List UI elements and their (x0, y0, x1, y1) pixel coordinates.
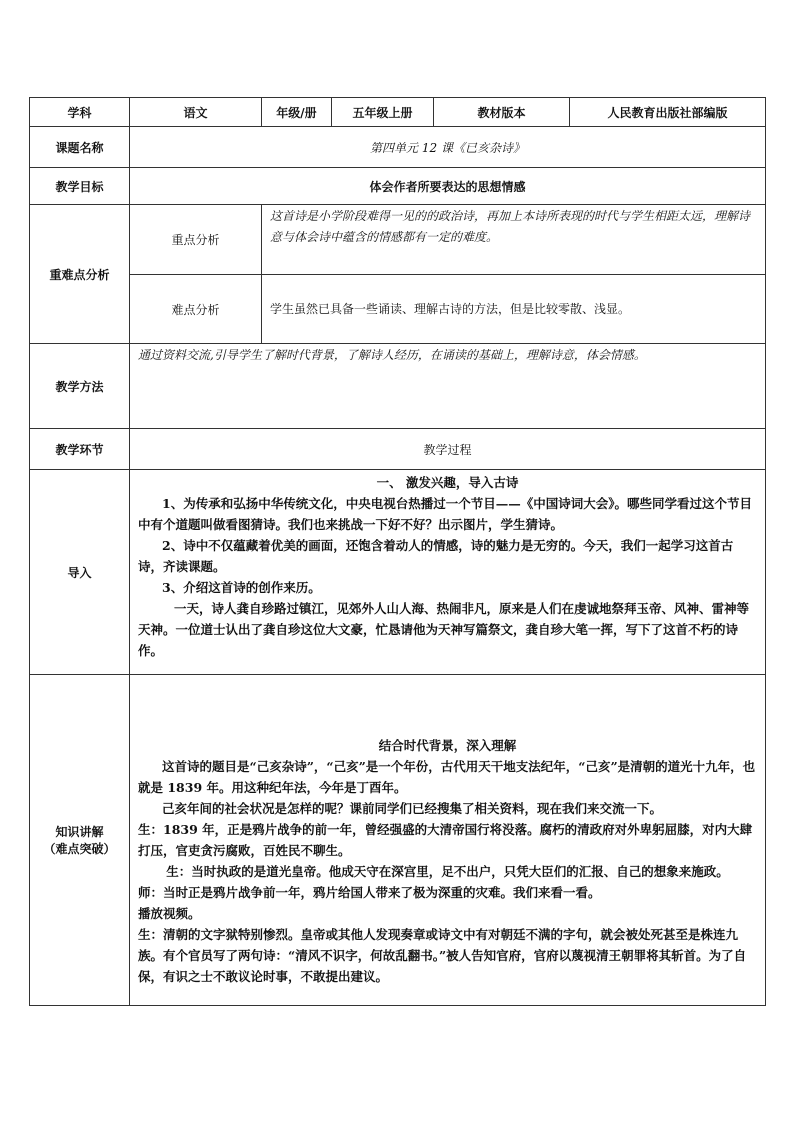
lesson-title: 第四单元 12 课《已亥杂诗》 (130, 127, 766, 168)
header-row (30, 98, 766, 127)
intro-label: 导入 (30, 470, 130, 675)
lesson-row (30, 127, 766, 168)
process-header-row (30, 429, 766, 470)
knowledge-paragraph-6: 播放视频。 (138, 906, 201, 921)
knowledge-heading: 结合时代背景，深入理解 (378, 738, 517, 753)
goal-label: 教学目标 (30, 168, 130, 205)
key-points-label: 重难点分析 (30, 205, 130, 344)
difficulty-row (30, 275, 766, 344)
intro-paragraph-1: 1、为传承和弘扬中华传统文化，中央电视台热播过一个节目——《中国诗词大会》。哪些同学看过这个节目中有个道题叫做看图猜诗。我们也来挑战一下好不好？出示图片，学生猜诗。 (138, 496, 752, 532)
goal-text: 体会作者所要表达的思想情感 (130, 168, 766, 205)
difficulty-label: 难点分析 (130, 275, 262, 344)
intro-content (130, 470, 766, 675)
process-title: 教学过程 (130, 429, 766, 470)
intro-paragraph-2: 2、诗中不仅蕴藏着优美的画面，还饱含着动人的情感，诗的魅力是无穷的。今天，我们一起学习这首古诗，齐读课题。 (138, 538, 734, 574)
lesson-plan-page (29, 97, 765, 1006)
subject-label: 学科 (30, 98, 130, 127)
lesson-plan-table (29, 97, 766, 1006)
goal-row (30, 168, 766, 205)
difficulty-text: 学生虽然已具备一些诵读、理解古诗的方法，但是比较零散、浅显。 (262, 275, 766, 344)
knowledge-paragraph-7: 生：清朝的文字狱特别惨烈。皇帝或其他人发现奏章或诗文中有对朝廷不满的字句，就会被处死甚至是株连九族。有个官员写了两句诗：“清风不识字，何故乱翻书。”被人告知官府，官府以蔑视清王朝罪将其斩首。为了自保，有识之士不敢议论时事，不敢提出建议。 (138, 927, 747, 984)
intro-paragraph-3: 3、介绍这首诗的创作来历。 (162, 580, 321, 595)
grade-label: 年级/册 (262, 98, 332, 127)
grade-value: 五年级上册 (332, 98, 434, 127)
knowledge-paragraph-2: 己亥年间的社会状况是怎样的呢？课前同学们已经搜集了相关资料，现在我们来交流一下。 (162, 801, 663, 816)
edition-label: 教材版本 (434, 98, 570, 127)
edition-value: 人民教育出版社部编版 (570, 98, 766, 127)
focus-text: 这首诗是小学阶段难得一见的的政治诗，再加上本诗所表现的时代与学生相距太远，理解诗意与体会诗中蕴含的情感都有一定的难度。 (262, 205, 766, 275)
knowledge-label: 知识讲解 (55, 825, 104, 839)
lesson-label: 课题名称 (30, 127, 130, 168)
intro-row (30, 470, 766, 675)
knowledge-paragraph-5: 师：当时正是鸦片战争前一年，鸦片给国人带来了极为深重的灾难。我们来看一看。 (138, 885, 601, 900)
knowledge-label-cell (30, 675, 130, 1006)
knowledge-paragraph-4: 生：当时执政的是道光皇帝。他成天守在深宫里，足不出户，只凭大臣们的汇报、自己的想象来施政。 (166, 864, 729, 879)
method-text: 通过资料交流,引导学生了解时代背景，了解诗人经历，在诵读的基础上，理解诗意，体会情感。 (130, 344, 766, 429)
knowledge-paragraph-1: 这首诗的题目是“己亥杂诗”，“己亥”是一个年份，古代用天干地支法纪年，“己亥”是清朝的道光十九年，也就是 1839 年。用这种纪年法，今年是丁酉年。 (138, 759, 756, 795)
intro-heading: 一、 激发兴趣，导入古诗 (376, 475, 519, 490)
knowledge-content (130, 675, 766, 1006)
method-label: 教学方法 (30, 344, 130, 429)
process-label: 教学环节 (30, 429, 130, 470)
knowledge-row (30, 675, 766, 1006)
method-row (30, 344, 766, 429)
knowledge-sublabel: （难点突破） (43, 842, 116, 856)
focus-label: 重点分析 (130, 205, 262, 275)
knowledge-paragraph-3: 生：1839 年，正是鸦片战争的前一年，曾经强盛的大清帝国行将没落。腐朽的清政府对外卑躬屈膝，对内大肆打压，官吏贪污腐败，百姓民不聊生。 (138, 822, 753, 858)
intro-paragraph-4: 一天，诗人龚自珍路过镇江，见郊外人山人海、热闹非凡，原来是人们在虔诚地祭拜玉帝、风神、雷神等天神。一位道士认出了龚自珍这位大文豪，忙恳请他为天神写篇祭文，龚自珍大笔一挥，写下了这首不朽的诗作。 (138, 601, 750, 658)
subject-value: 语文 (130, 98, 262, 127)
focus-row (30, 205, 766, 275)
